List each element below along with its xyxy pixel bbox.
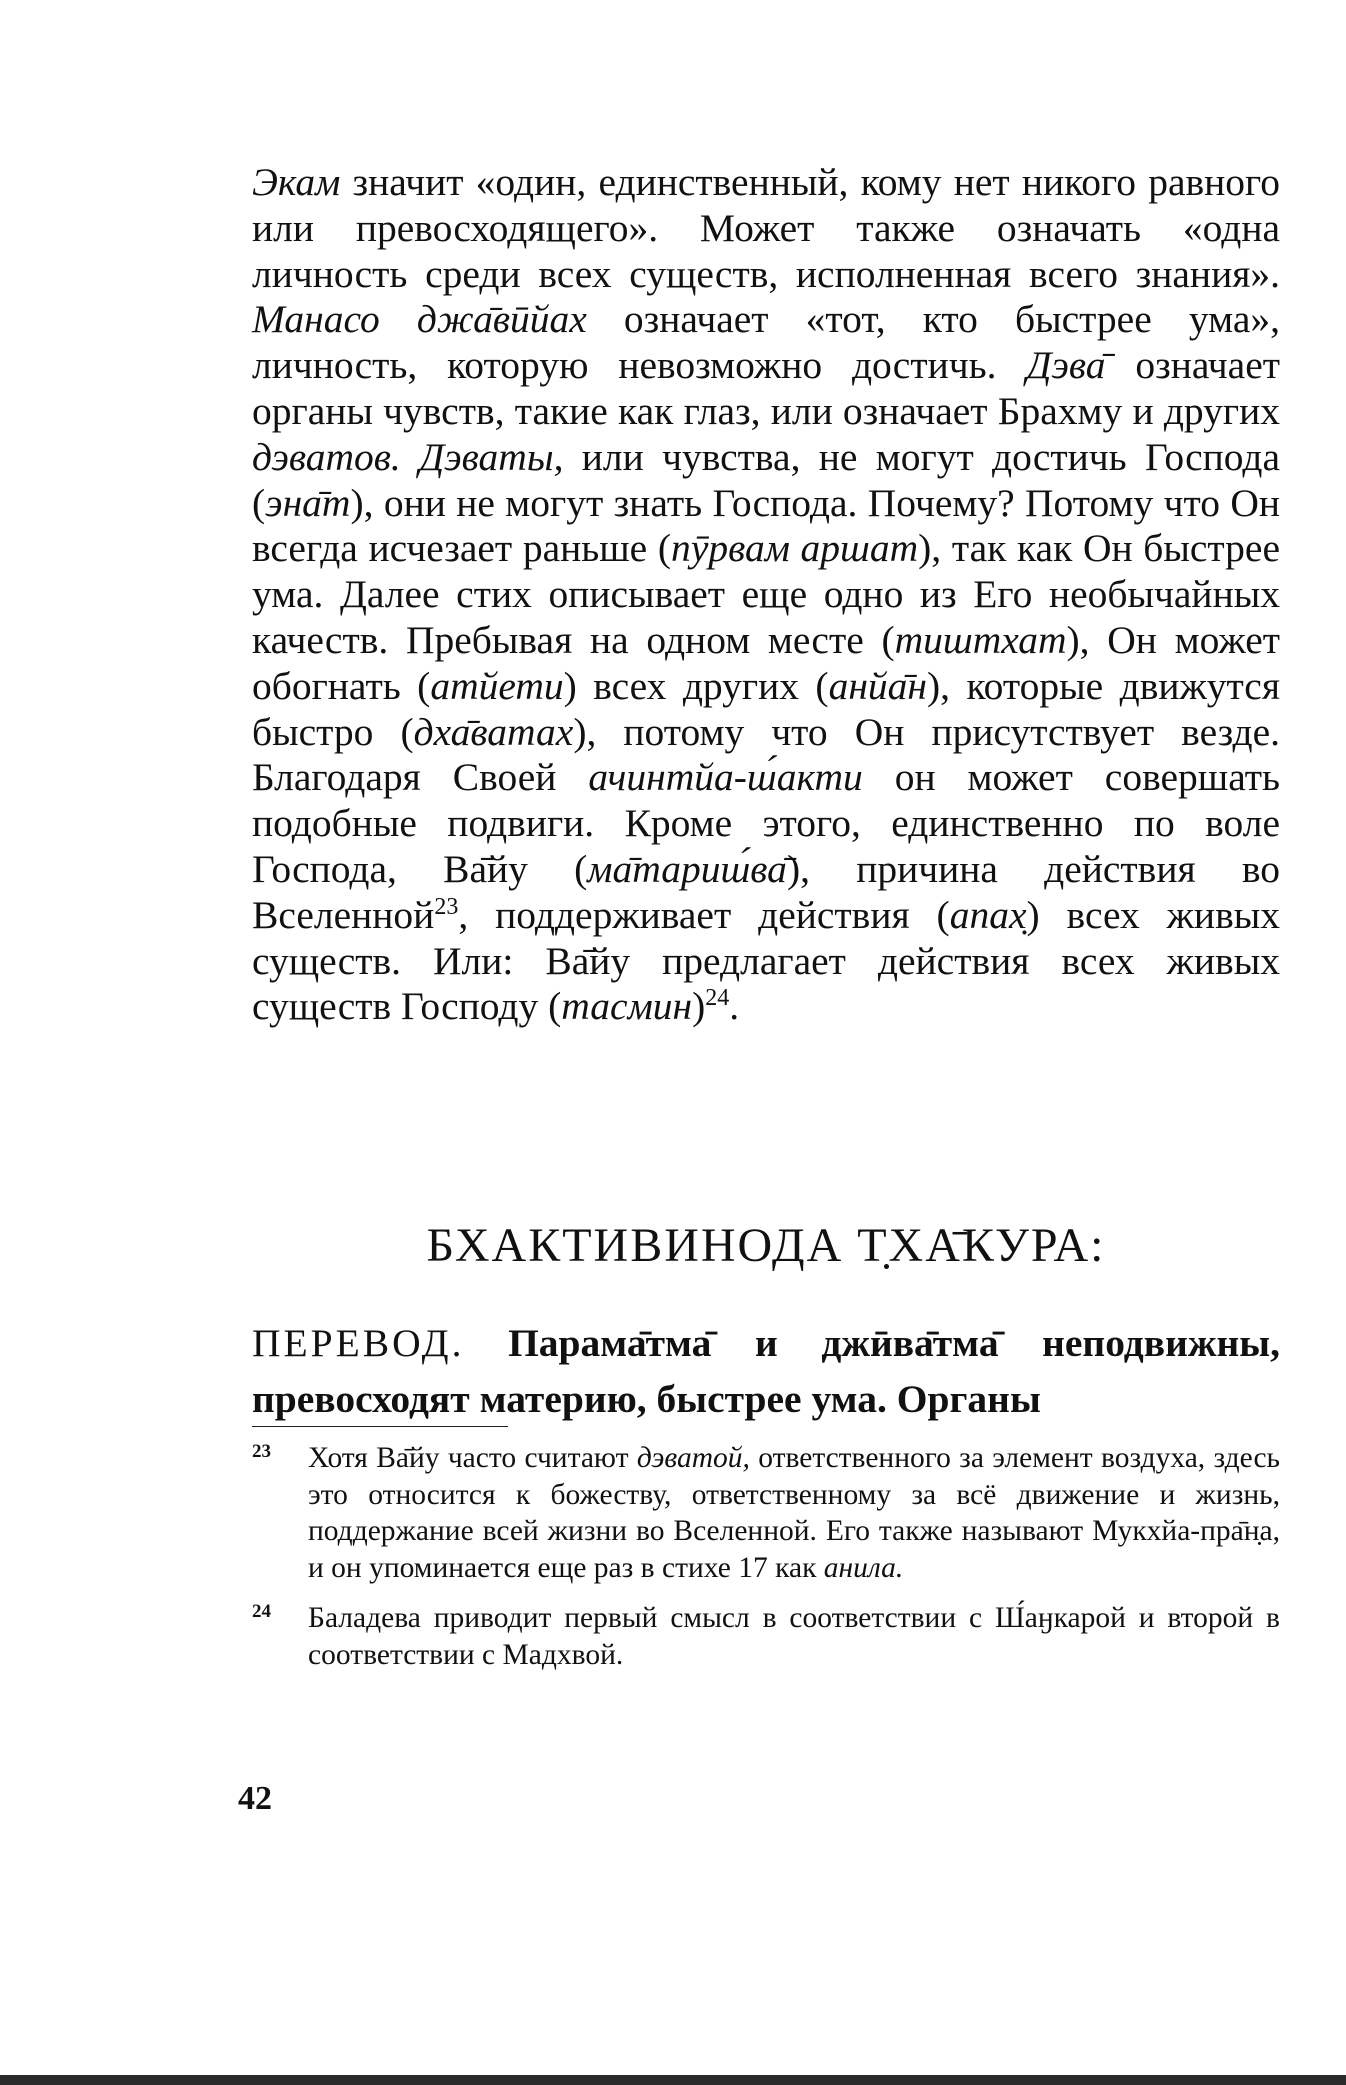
text-run: Хотя Ва̄йу часто считают [308, 1442, 637, 1474]
sanskrit-term: анила. [823, 1551, 904, 1584]
sanskrit-term: ачинтйа-ш́акти [588, 755, 863, 800]
footnote-number: 24 [252, 1601, 271, 1622]
sanskrit-term: пӯрвам аршат [671, 526, 919, 571]
translation-text: Парама̄тма̄ и джӣва̄тма̄ неподвижны, превосходят материю, быстрее ума. Органы [252, 1321, 1280, 1421]
text-run: . [729, 984, 740, 1029]
footnote-ref[interactable]: 23 [434, 893, 459, 920]
footnote-number: 23 [252, 1441, 271, 1462]
text-run: ), так как Он быстрее ума. Далее стих описывает еще одно из Его необычайных качеств. Пребывая на одном месте ( [252, 526, 1280, 662]
translation-label: ПЕРЕВОД. [252, 1321, 465, 1365]
text-run: ), потому что Он присутствует везде. Благодаря Своей [252, 709, 1280, 800]
translation-paragraph [252, 1315, 1280, 1427]
text-run: Баладева приводит первый смысл в соответствии с Ш́аӈкарой и второй в соответствии с Мадхвой. [308, 1602, 1280, 1671]
footnote-ref[interactable]: 24 [705, 985, 730, 1012]
sanskrit-term: ма̄тариш́ва̄ [587, 846, 787, 891]
sanskrit-term: дэватов. Дэваты, [252, 434, 564, 479]
paragraph [252, 160, 1280, 1030]
text-run: ), причина действия во Вселенной [252, 846, 1280, 937]
footnotes [252, 1440, 1280, 1687]
text-run: означает «тот, кто быстрее ума», личность, которую невозможно достичь. [252, 297, 1280, 388]
text-run: ) [692, 984, 706, 1029]
sanskrit-term: дэватой, [636, 1442, 750, 1474]
text-run: ответственного за элемент воздуха, здесь это относится к божеству, ответственному за всё движение и жизнь, поддержание всей жизни во Вселенной. Его также называют Мукхйа-пра̄н̣а, и он упоминается еще раз в стихе 17 как [308, 1442, 1280, 1584]
text-run: ), Он может обогнать ( [252, 617, 1280, 708]
sanskrit-term: дха̄ватах [413, 709, 574, 754]
footnote [252, 1440, 1280, 1586]
text-run: ) всех живых существ. Или: Ва̄йу предлагает действия всех живых существ Господу ( [252, 892, 1281, 1029]
sanskrit-term: тиштхат [894, 617, 1067, 662]
text-run: ), они не могут знать Господа. Почему? Потому что Он всегда исчезает раньше ( [252, 480, 1280, 571]
scan-edge [0, 2075, 1346, 2085]
text-run: ), которые движутся быстро ( [252, 663, 1280, 754]
text-run: ) всех других ( [563, 663, 829, 708]
sanskrit-term: тасмин [561, 984, 693, 1029]
page-number: 42 [238, 1780, 272, 1817]
text-run: или чувства, не могут достичь Господа ( [252, 434, 1280, 525]
sanskrit-term: атйети [430, 663, 564, 708]
section-heading: БХАКТИВИНОДА Т̣ХА̄КУРА: [426, 1219, 1106, 1272]
footnote [252, 1600, 1280, 1673]
text-run: значит «один, единственный, кому нет никого равного или превосходящего». Может также означать «одна личность среди всех существ, исполненная всего знания». [252, 160, 1280, 296]
sanskrit-term: Манасо джа̄вӣйах [252, 297, 587, 342]
sanskrit-term: эна̄т [265, 480, 351, 525]
sanskrit-term: апах̣ [949, 892, 1027, 937]
sanskrit-term: Дэва̄ [1026, 343, 1106, 388]
footnote-divider [252, 1426, 508, 1427]
commentary-paragraph [252, 160, 1280, 1030]
text-run: , поддерживает действия ( [458, 892, 950, 937]
sanskrit-term: анйа̄н [828, 663, 928, 708]
text-run: он может совершать подобные подвиги. Кроме этого, единственно по воле Господа, Ва̄йу ( [252, 755, 1280, 891]
text-run: означает органы чувств, такие как глаз, или означает Брахму и других [252, 343, 1280, 433]
sanskrit-term: Экам [252, 160, 341, 204]
